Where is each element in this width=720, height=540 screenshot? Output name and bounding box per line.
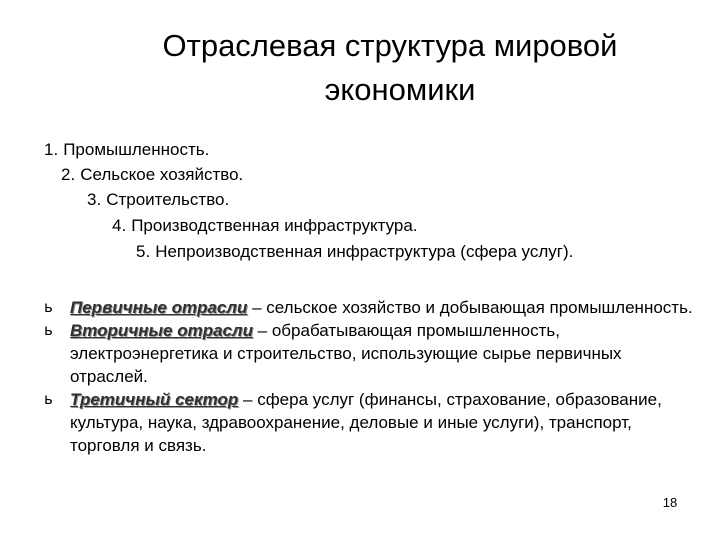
list-item [61,163,243,187]
list-item-text: Непроизводственная инфраструктура (сфера услуг). [155,242,574,261]
bullet-term: Первичные отрасли [70,298,248,317]
page-number: 18 [662,495,678,510]
list-item-text: Промышленность. [63,140,210,159]
list-item [87,188,229,212]
bullet-text: – сфера услуг (финансы, страхование, образование, культура, наука, здравоохранение, деловые и иные услуги), транспорт, торговля и связь. [70,390,662,455]
list-item [136,240,573,264]
slide-title [40,24,680,112]
bullet-text: – обрабатывающая промышленность, электроэнергетика и строительство, использующие сырье первичных отраслей. [70,321,622,386]
bullet-term: Вторичные отрасли [70,321,253,340]
bullet-item-primary [44,296,699,319]
bullet-item-tertiary [44,388,699,457]
bullet-marker: ь [44,390,53,408]
bullet-marker: ь [44,298,53,316]
list-item-text: Производственная инфраструктура. [131,216,418,235]
bullet-item-secondary [44,319,699,388]
title-line-1: Отраслевая структура мировой [162,28,618,63]
list-item-text: Строительство. [106,190,230,209]
bullet-term: Третичный сектор [70,390,239,409]
list-item-number: 2. [61,165,76,184]
list-item-number: 4. [112,216,127,235]
list-item-number: 3. [87,190,102,209]
bullet-marker: ь [44,321,53,339]
list-item-text: Сельское хозяйство. [80,165,244,184]
bullet-text: – сельское хозяйство и добывающая промышленность. [247,298,693,317]
bullet-list [44,296,699,457]
list-item [44,138,209,162]
list-item-number: 5. [136,242,151,261]
title-line-2: экономики [324,72,476,107]
list-item-number: 1. [44,140,59,159]
list-item [112,214,418,238]
